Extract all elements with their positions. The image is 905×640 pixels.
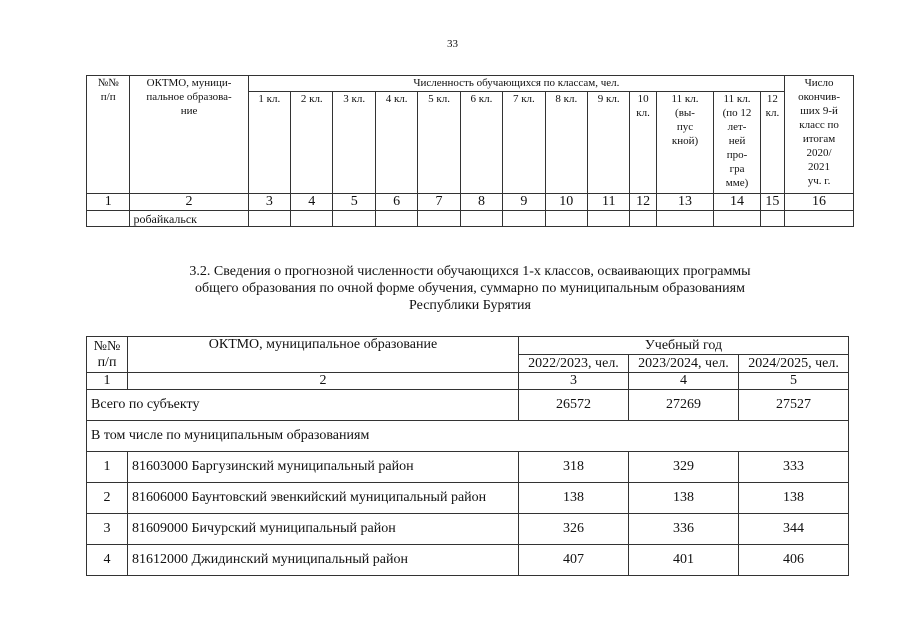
header-class-group: Численность обучающихся по классам, чел. [248,76,784,92]
col-number: 15 [760,194,784,211]
col-number: 7 [418,194,460,211]
row-value: 326 [519,514,629,545]
col-number: 5 [739,373,849,390]
row-name: робайкальск [130,211,248,227]
header-class-5: 5 кл. [418,92,460,194]
row-name: 81612000 Джидинский муниципальный район [128,545,519,576]
col-number: 4 [291,194,333,211]
header-class-10: 10 кл. [630,92,656,194]
row-name: 81609000 Бичурский муниципальный район [128,514,519,545]
table-row [87,545,849,576]
row-value: 138 [519,483,629,514]
row-value: 336 [629,514,739,545]
header-oktmo: ОКТМО, муници- пальное образова- ние [130,76,248,194]
row-value: 333 [739,452,849,483]
table-row [87,483,849,514]
header-class-7: 7 кл. [503,92,545,194]
header-num: №№ п/п [87,76,130,194]
col-number: 1 [87,373,128,390]
row-num: 2 [87,483,128,514]
table2-number-row [87,373,849,390]
col-number: 1 [87,194,130,211]
row-value: 344 [739,514,849,545]
row-num: 3 [87,514,128,545]
table1-number-row [87,194,854,211]
table-row [87,452,849,483]
header-class-11-12yr: 11 кл. (по 12 лет- ней про- гра мме) [714,92,760,194]
total-value: 27527 [739,390,849,421]
col-number: 3 [248,194,290,211]
row-value: 329 [629,452,739,483]
table-row [87,514,849,545]
col-number: 8 [460,194,502,211]
col-number: 13 [656,194,714,211]
header-year-2024: 2024/2025, чел. [739,355,849,373]
header-oktmo: ОКТМО, муниципальное образование [128,337,519,373]
subheader-label: В том числе по муниципальным образованиям [87,421,849,452]
header-class-11-graduating: 11 кл. (вы- пус кной) [656,92,714,194]
col-number: 12 [630,194,656,211]
subheader-row [87,421,849,452]
col-number: 9 [503,194,545,211]
col-number: 3 [519,373,629,390]
col-number: 10 [545,194,587,211]
header-graduates: Число окончив- ших 9-й класс по итогам 2020/ 2021 уч. г. [785,76,854,194]
header-num: №№ п/п [87,337,128,373]
row-value: 401 [629,545,739,576]
header-class-8: 8 кл. [545,92,587,194]
row-value: 138 [629,483,739,514]
row-num: 4 [87,545,128,576]
row-value: 407 [519,545,629,576]
row-name: 81603000 Баргузинский муниципальный район [128,452,519,483]
col-number: 11 [588,194,630,211]
table2-header-row [87,337,849,355]
col-number: 14 [714,194,760,211]
row-value: 318 [519,452,629,483]
row-name: 81606000 Баунтовский эвенкийский муниципальный район [128,483,519,514]
class-enrollment-table [86,75,854,227]
header-school-year: Учебный год [519,337,849,355]
col-number: 16 [785,194,854,211]
header-year-2022: 2022/2023, чел. [519,355,629,373]
header-class-6: 6 кл. [460,92,502,194]
col-number: 2 [128,373,519,390]
row-num: 1 [87,452,128,483]
row-value: 406 [739,545,849,576]
page-number: 33 [447,38,458,50]
row-value: 138 [739,483,849,514]
col-number: 6 [375,194,417,211]
header-class-3: 3 кл. [333,92,375,194]
total-row [87,390,849,421]
col-number: 2 [130,194,248,211]
col-number: 4 [629,373,739,390]
section-title: 3.2. Сведения о прогнозной численности обучающихся 1-х классов, осваивающих программы общего образования по очной форме обучения, суммарно по муниципальным образованиям Республики Бурятия [189,264,751,313]
total-label: Всего по субъекту [87,390,519,421]
header-class-1: 1 кл. [248,92,290,194]
header-class-4: 4 кл. [375,92,417,194]
header-class-9: 9 кл. [588,92,630,194]
table1-data-row [87,211,854,227]
col-number: 5 [333,194,375,211]
row-num [87,211,130,227]
header-year-2023: 2023/2024, чел. [629,355,739,373]
table1-header-row [87,76,854,92]
header-class-2: 2 кл. [291,92,333,194]
total-value: 26572 [519,390,629,421]
total-value: 27269 [629,390,739,421]
first-grade-forecast-table [86,336,849,576]
header-class-12: 12 кл. [760,92,784,194]
